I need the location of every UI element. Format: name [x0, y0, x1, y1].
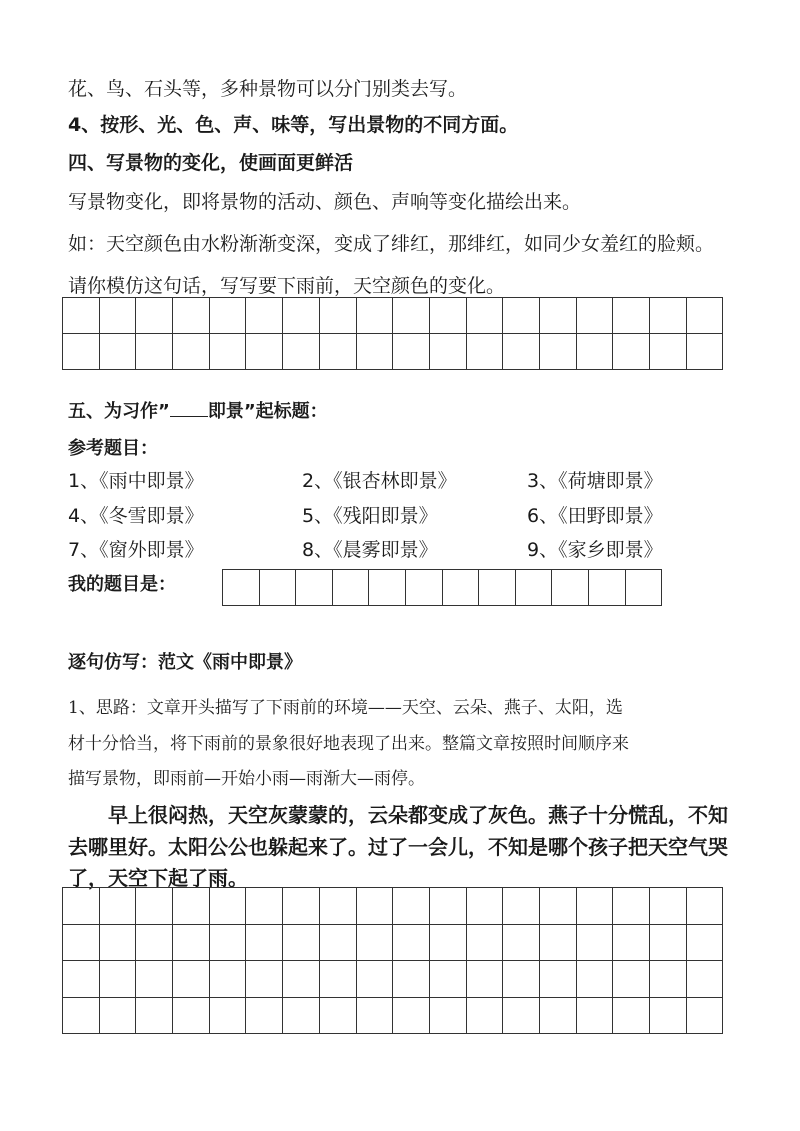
grid-cell[interactable] [210, 961, 247, 998]
grid-cell[interactable] [320, 334, 357, 370]
grid-cell[interactable] [613, 298, 650, 334]
grid-cell[interactable] [650, 298, 687, 334]
grid-cell[interactable] [406, 570, 443, 606]
grid-cell[interactable] [393, 298, 430, 334]
grid-cell[interactable] [430, 998, 467, 1035]
grid-cell[interactable] [393, 888, 430, 925]
grid-cell[interactable] [430, 961, 467, 998]
grid-cell[interactable] [687, 298, 724, 334]
grid-cell[interactable] [467, 961, 504, 998]
grid-cell[interactable] [650, 961, 687, 998]
grid-cell[interactable] [430, 888, 467, 925]
grid-cell[interactable] [503, 888, 540, 925]
grid-cell[interactable] [467, 334, 504, 370]
ref-title-1: 1、《雨中即景》 [68, 470, 204, 492]
grid-cell[interactable] [393, 998, 430, 1035]
grid-cell[interactable] [503, 925, 540, 962]
grid-cell[interactable] [136, 961, 173, 998]
grid-cell[interactable] [283, 334, 320, 370]
grid-cell[interactable] [320, 998, 357, 1035]
grid-cell[interactable] [613, 998, 650, 1035]
ref-title-3: 3、《荷塘即景》 [527, 470, 663, 492]
grid-cell[interactable] [246, 998, 283, 1035]
analysis-line-2: 材十分恰当，将下雨前的景象很好地表现了出来。整篇文章按照时间顺序来 [68, 734, 629, 754]
grid-cell[interactable] [577, 298, 614, 334]
exercise-prompt: 请你模仿这句话，写写要下雨前，天空颜色的变化。 [68, 275, 506, 297]
grid-cell[interactable] [100, 961, 137, 998]
grid-cell[interactable] [63, 298, 100, 334]
grid-cell[interactable] [687, 888, 724, 925]
sample-paragraph-line-3: 了，天空下起了雨。 [68, 866, 248, 890]
grid-cell[interactable] [246, 961, 283, 998]
grid-cell[interactable] [357, 334, 394, 370]
grid-cell[interactable] [613, 334, 650, 370]
grid-cell[interactable] [63, 998, 100, 1035]
grid-cell[interactable] [320, 961, 357, 998]
grid-cell[interactable] [173, 298, 210, 334]
grid-cell[interactable] [540, 334, 577, 370]
grid-cell[interactable] [136, 334, 173, 370]
grid-cell[interactable] [577, 334, 614, 370]
my-title-grid[interactable] [222, 569, 662, 606]
grid-cell[interactable] [577, 925, 614, 962]
grid-cell[interactable] [100, 888, 137, 925]
grid-cell[interactable] [577, 998, 614, 1035]
grid-cell[interactable] [650, 925, 687, 962]
grid-cell[interactable] [540, 998, 577, 1035]
grid-cell[interactable] [650, 334, 687, 370]
grid-cell[interactable] [333, 570, 370, 606]
ref-title-9: 9、《家乡即景》 [527, 539, 663, 561]
grid-cell[interactable] [467, 888, 504, 925]
grid-cell[interactable] [246, 925, 283, 962]
grid-cell[interactable] [357, 888, 394, 925]
analysis-line-3: 描写景物，即雨前—开始小雨—雨渐大—雨停。 [68, 769, 425, 789]
grid-cell[interactable] [430, 298, 467, 334]
grid-cell[interactable] [283, 925, 320, 962]
text-line-4: 写景物变化，即将景物的活动、颜色、声响等变化描绘出来。 [68, 191, 582, 213]
grid-cell[interactable] [246, 298, 283, 334]
section-5-heading-pre: 五、为习作” [68, 401, 170, 422]
grid-cell[interactable] [63, 925, 100, 962]
grid-cell[interactable] [357, 298, 394, 334]
grid-cell[interactable] [503, 998, 540, 1035]
writing-grid-2[interactable] [62, 887, 723, 1034]
sample-paragraph-line-1: 早上很闷热，天空灰蒙蒙的，云朵都变成了灰色。燕子十分慌乱，不知 [108, 803, 728, 827]
grid-cell[interactable] [613, 888, 650, 925]
section-5-heading-post: 即景”起标题： [207, 401, 328, 422]
grid-cell[interactable] [369, 570, 406, 606]
grid-cell[interactable] [650, 888, 687, 925]
grid-cell[interactable] [173, 961, 210, 998]
grid-cell[interactable] [430, 334, 467, 370]
grid-cell[interactable] [210, 298, 247, 334]
ref-title-6: 6、《田野即景》 [527, 505, 663, 527]
grid-cell[interactable] [63, 961, 100, 998]
text-line-1: 花、鸟、石头等，多种景物可以分门别类去写。 [68, 78, 468, 100]
grid-cell[interactable] [260, 570, 297, 606]
grid-cell[interactable] [173, 888, 210, 925]
grid-cell[interactable] [516, 570, 553, 606]
grid-cell[interactable] [136, 888, 173, 925]
ref-title-8: 8、《晨雾即景》 [302, 539, 438, 561]
grid-cell[interactable] [173, 334, 210, 370]
grid-cell[interactable] [687, 961, 724, 998]
grid-cell[interactable] [223, 570, 260, 606]
grid-cell[interactable] [503, 334, 540, 370]
grid-cell[interactable] [283, 961, 320, 998]
grid-cell[interactable] [503, 961, 540, 998]
grid-cell[interactable] [283, 888, 320, 925]
grid-cell[interactable] [443, 570, 480, 606]
grid-cell[interactable] [100, 925, 137, 962]
grid-cell[interactable] [540, 298, 577, 334]
writing-grid-1[interactable] [62, 297, 723, 370]
grid-cell[interactable] [467, 925, 504, 962]
grid-cell[interactable] [210, 998, 247, 1035]
ref-title-5: 5、《残阳即景》 [302, 505, 438, 527]
point-4-heading: 4、按形、光、色、声、味等，写出景物的不同方面。 [68, 114, 519, 136]
grid-cell[interactable] [467, 998, 504, 1035]
grid-cell[interactable] [100, 334, 137, 370]
grid-cell[interactable] [540, 888, 577, 925]
grid-cell[interactable] [100, 298, 137, 334]
grid-cell[interactable] [393, 925, 430, 962]
grid-cell[interactable] [357, 961, 394, 998]
grid-cell[interactable] [479, 570, 516, 606]
grid-cell[interactable] [136, 298, 173, 334]
reference-titles-label: 参考题目： [68, 438, 158, 459]
section-4-heading: 四、写景物的变化，使画面更鲜活 [68, 152, 354, 174]
grid-cell[interactable] [320, 298, 357, 334]
grid-cell[interactable] [613, 961, 650, 998]
grid-cell[interactable] [296, 570, 333, 606]
grid-cell[interactable] [173, 925, 210, 962]
grid-cell[interactable] [552, 570, 589, 606]
grid-cell[interactable] [136, 998, 173, 1035]
grid-cell[interactable] [503, 298, 540, 334]
grid-cell[interactable] [577, 888, 614, 925]
section-5-heading [68, 397, 328, 423]
grid-cell[interactable] [589, 570, 626, 606]
example-sentence: 如：天空颜色由水粉渐渐变深，变成了绯红，那绯红，如同少女羞红的脸颊。 [68, 233, 715, 255]
title-blank [170, 402, 208, 417]
grid-cell[interactable] [283, 298, 320, 334]
grid-cell[interactable] [320, 888, 357, 925]
grid-cell[interactable] [626, 570, 663, 606]
grid-cell[interactable] [687, 925, 724, 962]
grid-cell[interactable] [173, 998, 210, 1035]
grid-cell[interactable] [687, 998, 724, 1035]
sample-paragraph-line-2: 去哪里好。太阳公公也躲起来了。过了一会儿，不知是哪个孩子把天空气哭 [68, 835, 728, 859]
grid-cell[interactable] [63, 888, 100, 925]
ref-title-4: 4、《冬雪即景》 [68, 505, 204, 527]
ref-title-2: 2、《银杏林即景》 [302, 470, 457, 492]
grid-cell[interactable] [283, 998, 320, 1035]
grid-cell[interactable] [540, 925, 577, 962]
ref-title-7: 7、《窗外即景》 [68, 539, 204, 561]
grid-cell[interactable] [210, 334, 247, 370]
grid-cell[interactable] [613, 925, 650, 962]
grid-cell[interactable] [393, 334, 430, 370]
grid-cell[interactable] [357, 925, 394, 962]
grid-cell[interactable] [650, 998, 687, 1035]
grid-cell[interactable] [210, 888, 247, 925]
grid-cell[interactable] [63, 334, 100, 370]
grid-cell[interactable] [577, 961, 614, 998]
grid-cell[interactable] [467, 298, 504, 334]
analysis-line-1: 1、思路：文章开头描写了下雨前的环境——天空、云朵、燕子、太阳，选 [68, 698, 623, 718]
grid-cell[interactable] [246, 334, 283, 370]
section-6-heading: 逐句仿写：范文《雨中即景》 [68, 652, 302, 673]
grid-cell[interactable] [540, 961, 577, 998]
grid-cell[interactable] [246, 888, 283, 925]
grid-cell[interactable] [687, 334, 724, 370]
grid-cell[interactable] [393, 961, 430, 998]
my-title-label: 我的题目是： [68, 574, 176, 595]
grid-cell[interactable] [210, 925, 247, 962]
grid-cell[interactable] [136, 925, 173, 962]
grid-cell[interactable] [100, 998, 137, 1035]
grid-cell[interactable] [430, 925, 467, 962]
grid-cell[interactable] [357, 998, 394, 1035]
grid-cell[interactable] [320, 925, 357, 962]
